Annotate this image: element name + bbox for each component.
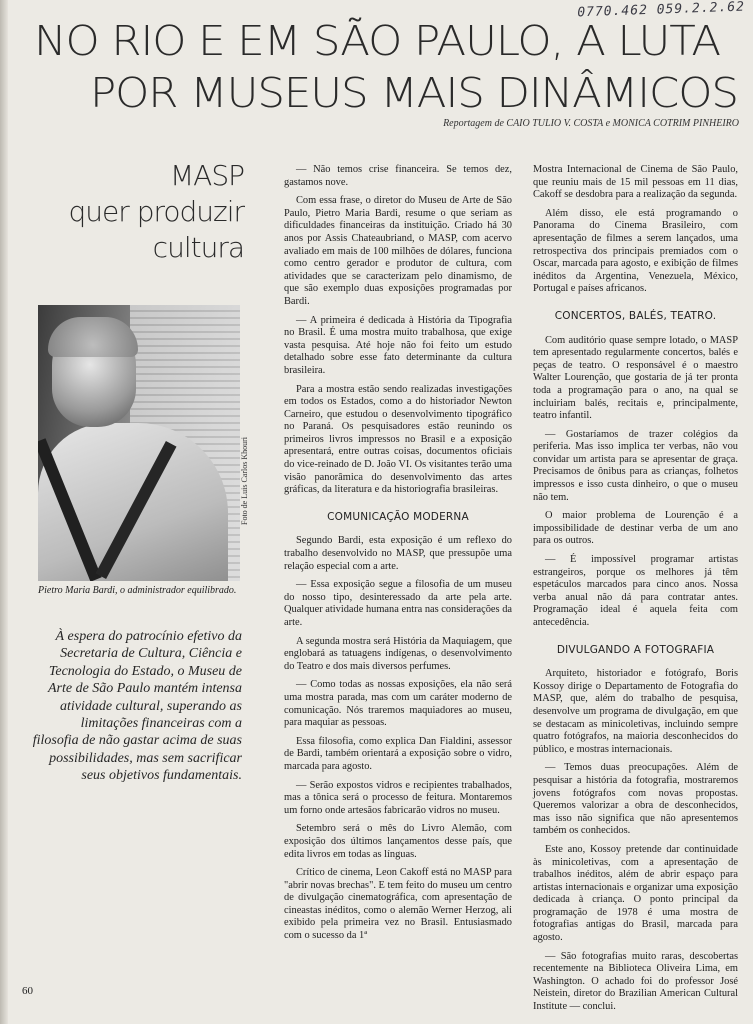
paragraph: Essa filosofia, como explica Dan Fialdini, assessor de Bardi, também orientará a exposição sobre o vidro, marcada para agosto. [284,735,512,772]
paragraph: — Gostaríamos de trazer colégios da periferia. Mas isso implica ter verbas, não vou convidar um artista para se apresentar de graça. Precisamos de ônibus para as crianças, folhetos impressos e isso custa dinheiro, o que o museu não tem. [533,428,738,503]
section-title-line-3: cultura [152,231,244,264]
headline-line-2: POR MUSEUS MAIS DINÂMICOS [90,69,738,117]
paragraph: — Serão expostos vidros e recipientes trabalhados, mas a tônica será o processo de feitura. Montaremos um forno onde artesãos fabricarão vidros no museu. [284,779,512,816]
paragraph: — Como todas as nossas exposições, ela não será uma mostra parada, mas com um caráter moderno de comunicação. Nós traremos maquiadores ao museu, para maquiar as pessoas. [284,679,512,729]
section-title-line-1: MASP [170,159,244,192]
paragraph: Segundo Bardi, esta exposição é um reflexo do trabalho desenvolvido no MASP, que pressupõe uma relação especial com a arte. [284,535,512,572]
subheading: CONCERTOS, BALÉS, TEATRO. [554,309,717,322]
photo-credit: Foto de Luis Carlos Khouri [240,437,249,525]
subheading: COMUNICAÇÃO MODERNA [327,510,469,523]
paragraph: Crítico de cinema, Leon Cakoff está no MASP para "abrir novas brechas". E tem feito do museu um centro de divulgação cinematográfica, com apresentação de cineastas inéditos, como o alemão Werner Herzog, ali exibido pela primeira vez no Brasil. Entusiasmado com o sucesso da 1ª [284,867,512,942]
paragraph: O maior problema de Lourenção é a impossibilidade de destinar verba de um ano para os outros. [533,510,738,547]
lead-paragraph: À espera do patrocínio efetivo da Secretaria de Cultura, Ciência e Tecnologia do Estado, o Museu de Arte de São Paulo mantém intensa atividade cultural, superando as limitações financeiras com a filosofia de não gastar acima de suas possibilidades, mas sem sacrificar seus objetivos fundamentais. [32,629,242,784]
handwritten-note: 0770.462 059.2.2.62 [577,0,746,21]
paragraph: Com essa frase, o diretor do Museu de Arte de São Paulo, Pietro Maria Bardi, resume o que seriam as dificuldades financeiras da instituição. Criado há 30 anos por Assis Chateaubriand, o MASP, com acervo avaliado em mais de 100 milhões de dólares, funciona como centro gerador e produtor de cultura, com atividades que se caracterizam pelo dinamismo, de que são exemplo duas exposições programadas por Bardi. [284,195,512,307]
page-binding-edge [0,0,8,1024]
article-column-2 [533,164,738,1020]
paragraph: A segunda mostra será História da Maquiagem, que englobará as tatuagens indígenas, o desenvolvimento do Teatro e dos mais diversos perfumes. [284,635,512,672]
paragraph: Mostra Internacional de Cinema de São Paulo, que reuniu mais de 15 mil pessoas em 11 dias, Cakoff se desdobra para a realização da segunda. [533,164,738,201]
paragraph: — Temos duas preocupações. Além de pesquisar a história da fotografia, mostraremos jovens fotógrafos com novas propostas. Queremos valorizar a obra de desconhecidos, mas isso não significa que não apresentemos também os conhecidos. [533,762,738,837]
paragraph: — Não temos crise financeira. Se temos dez, gastamos nove. [284,164,512,188]
article-column-1 [284,164,512,949]
section-title-line-2: quer produzir [68,195,244,228]
paragraph: Com auditório quase sempre lotado, o MASP tem apresentado regularmente concertos, balés e peças de teatro. O responsável é o maestro Walter Lourenção, que gostaria de já ter pronta toda a programação para o ano, na qual se incluiriam balés, recitais e, principalmente, teatro infantil. [533,334,738,422]
byline: Reportagem de CAIO TULIO V. COSTA e MONICA COTRIM PINHEIRO [443,118,739,129]
paragraph: Além disso, ele está programando o Panorama do Cinema Brasileiro, com apresentação de filmes a serem lançados, uma retrospectiva dos principais premiados com o Oscar, marcada para agosto, e exibição de filmes inéditos da Argentina, Venezuela, México, Portugal e países africanos. [533,207,738,295]
subheading: DIVULGANDO A FOTOGRAFIA [556,643,715,656]
paragraph: — É impossível programar artistas estrangeiros, porque os melhores já têm espetáculos marcados para cinco anos. Nossa verba anual não dá para contratar antes. Programação ideal é aquela feita com antecedência. [533,554,738,628]
paragraph: Este ano, Kossoy pretende dar continuidade às minicoletivas, com a apresentação de trabalhos inéditos, além de abrir espaço para artistas internacionais e organizar uma exposição dedicada à criança. O ponto principal da programação de 1978 é uma mostra de fotografias antigas do Brasil, marcada para agosto. [533,843,738,944]
photo-figure-hair [48,317,138,357]
paragraph: — São fotografias muito raras, descobertas recentemente na Biblioteca Oliveira Lima, em Washington. O achado foi do professor José Neistein, diretor do Brazilian American Cultural Institute — conclui. [533,950,738,1013]
photo-caption: Pietro Maria Bardi, o administrador equilibrado. [38,585,237,596]
paragraph: Arquiteto, historiador e fotógrafo, Boris Kossoy dirige o Departamento de Fotografia do MASP, que, além do trabalho de pesquisa, desenvolve um programa de divulgação, em que se destacam as minicoletivas, incluindo sempre quatro fotógrafos, na maioria desconhecidos do público, e mostras internacionais. [533,668,738,755]
portrait-photo [38,305,240,581]
headline-line-1: NO RIO E EM SÃO PAULO, A LUTA [34,17,721,65]
paragraph: Para a mostra estão sendo realizadas investigações em todos os Estados, como a do historiador Newton Carneiro, que estudou o desenvolvimento tipográfico no Paraná. Os pesquisadores estão reunindo os primeiros livros impressos no Brasil e a exposição apresentará, entre outras coisas, documentos oficiais do vice-reinado de D. João VI. Os visitantes terão uma visão panorâmica do desenvolvimento das artes gráficas, da literatura e da historiografia brasileiras. [284,383,512,496]
paragraph: — A primeira é dedicada à História da Tipografia no Brasil. É uma mostra muito trabalhosa, que exige vasta pesquisa. Até hoje não foi feito um estudo detalhado sobre esse fato determinante da cultura brasileira. [284,314,512,376]
paragraph: — Essa exposição segue a filosofia de um museu do nosso tipo, desinteressado da arte pela arte. Qualquer atividade humana entra nas considerações da arte. [284,579,512,628]
paragraph: Setembro será o mês do Livro Alemão, com exposição dos últimos lançamentos desse país, que edita livros em todas as línguas. [284,823,512,860]
section-title [40,158,244,266]
page-number: 60 [22,985,33,997]
